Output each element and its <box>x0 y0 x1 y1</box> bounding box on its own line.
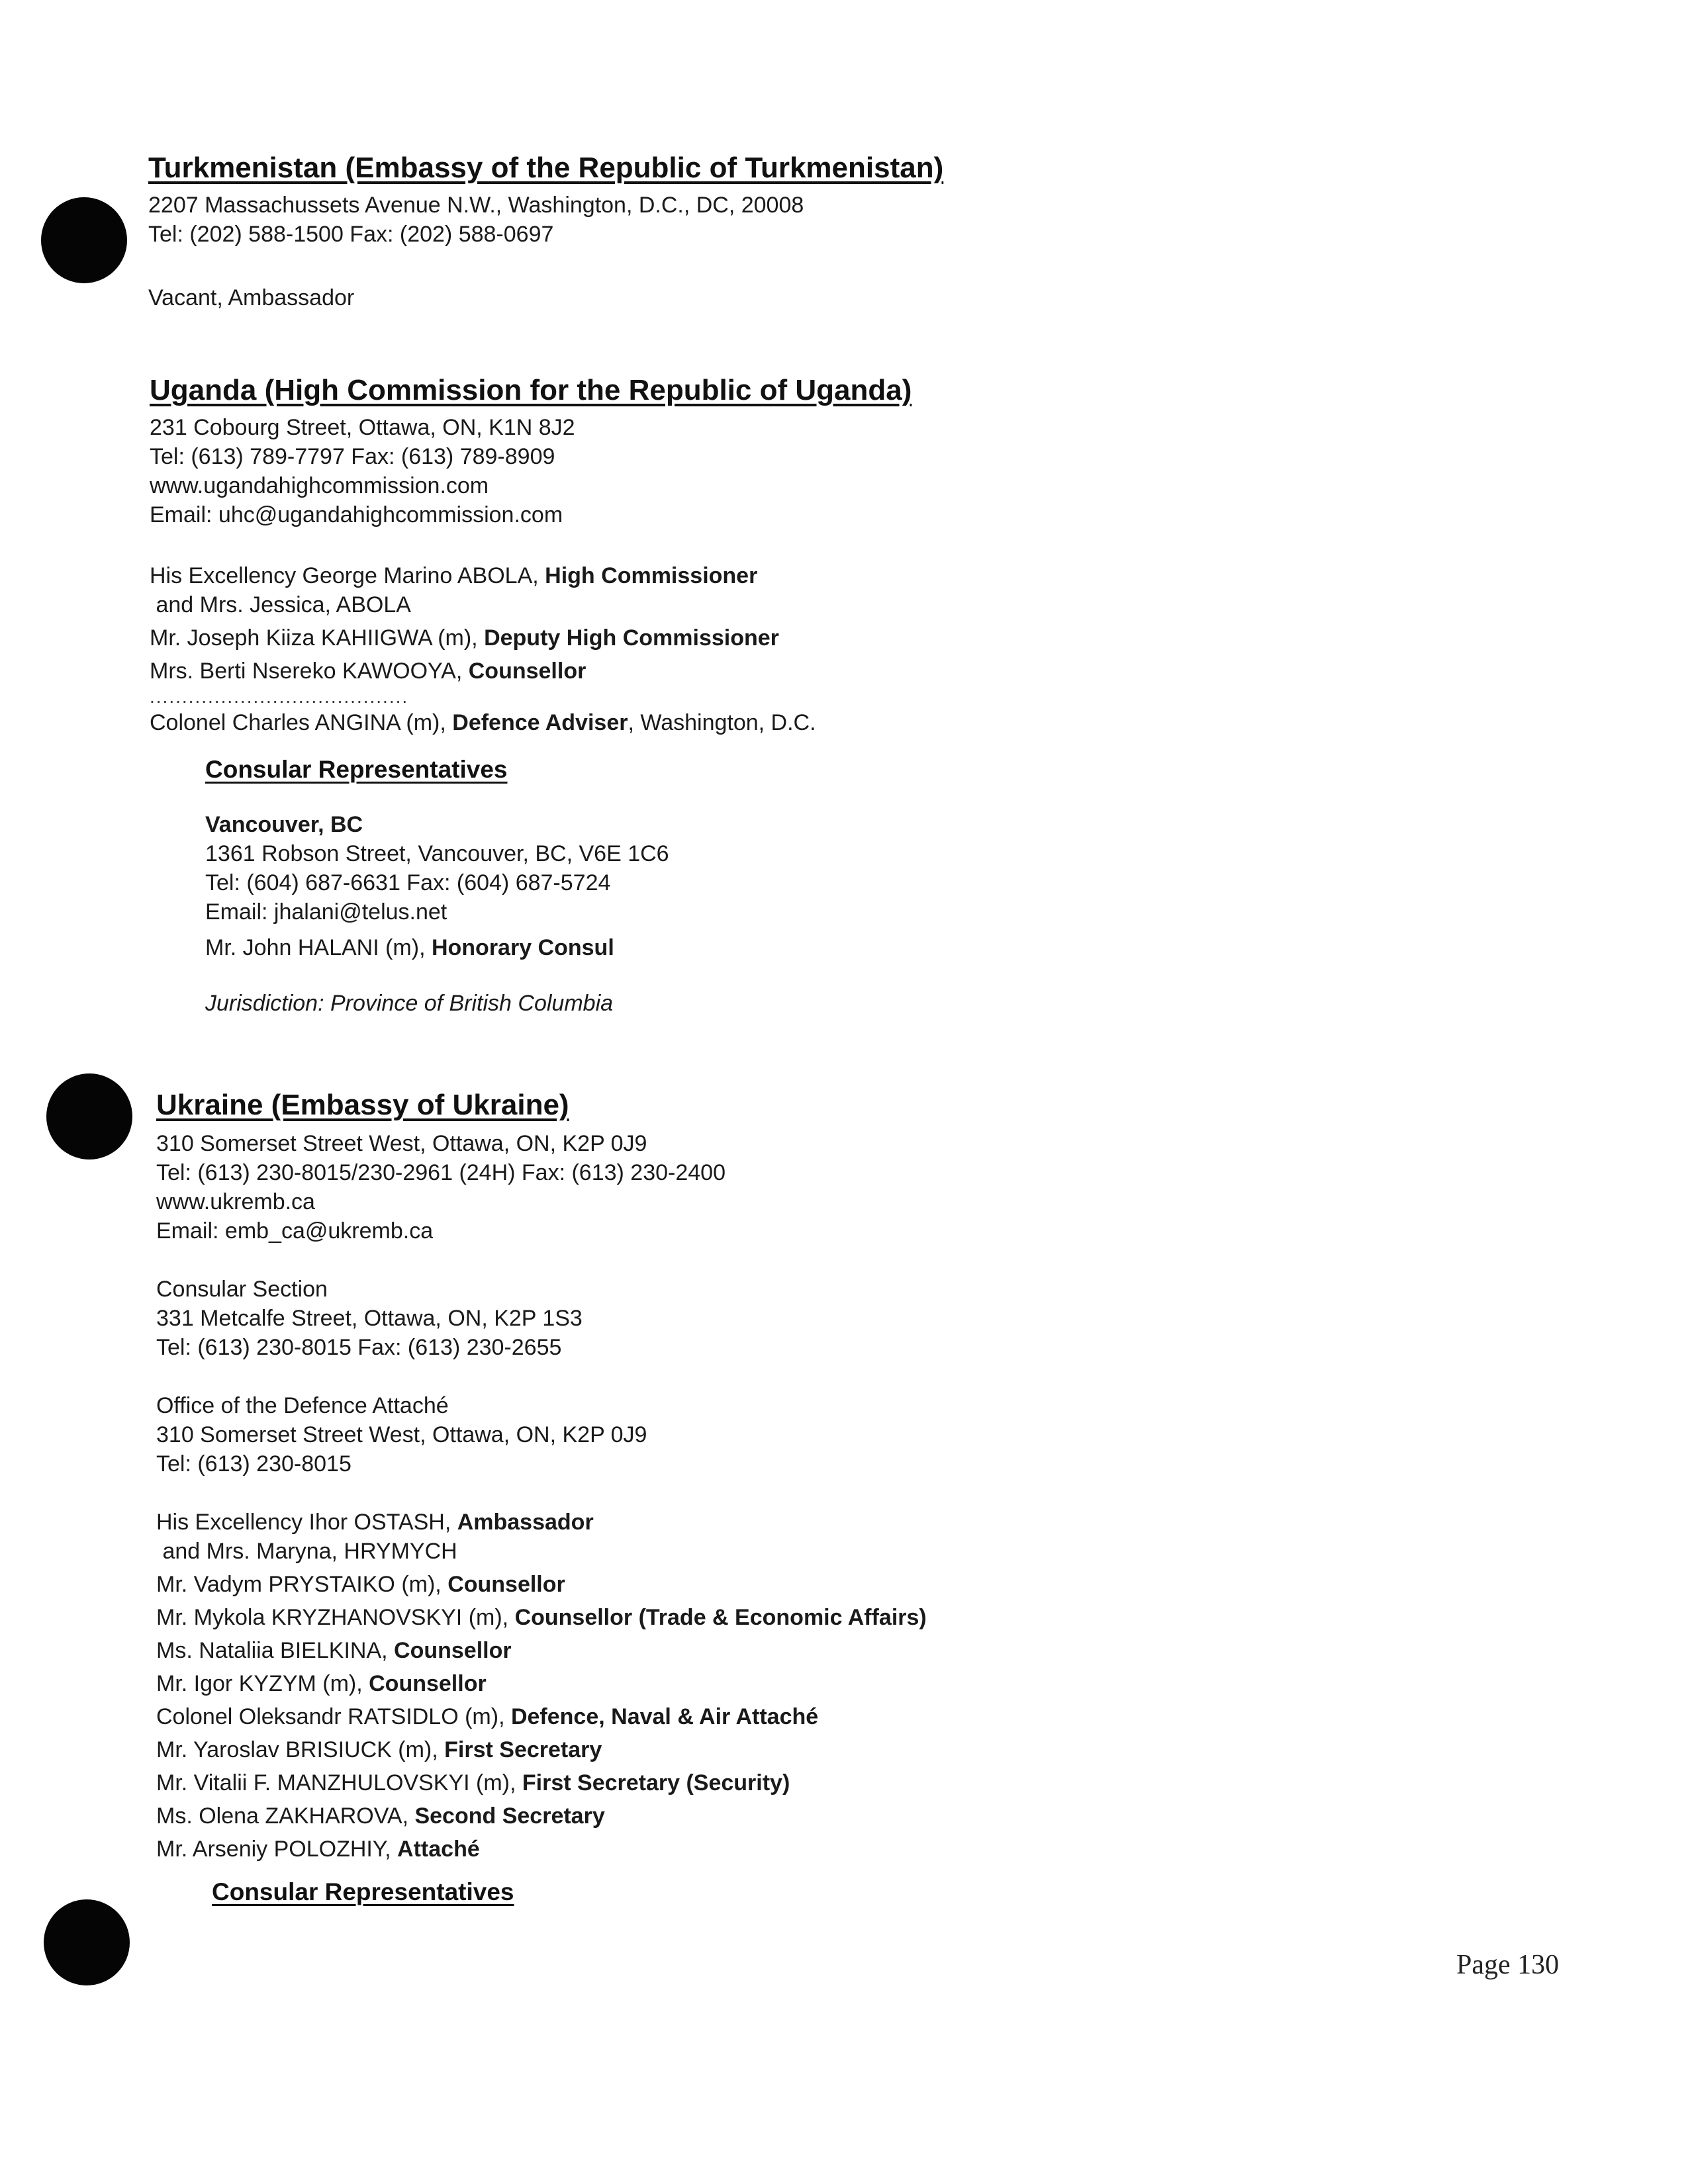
staff-title: Defence Adviser <box>452 710 628 736</box>
staff-title: First Secretary (Security) <box>522 1770 790 1796</box>
staff-list <box>156 1508 927 1864</box>
staff-line: Vacant, Ambassador <box>148 285 355 311</box>
entry-turkmenistan <box>148 152 943 312</box>
staff-name: Mr. Vadym PRYSTAIKO (m), <box>156 1572 448 1598</box>
page-number: Page 130 <box>1456 1950 1560 1980</box>
staff-name: Mrs. Berti Nsereko KAWOOYA, <box>150 659 469 684</box>
entry-heading: Ukraine (Embassy of Ukraine) <box>156 1089 569 1121</box>
staff-line <box>156 1570 927 1599</box>
staff-line <box>150 657 912 686</box>
consular-section <box>156 1275 927 1362</box>
staff-name: Mr. Arseniy POLOZHIY, <box>156 1837 398 1862</box>
defence-office <box>156 1391 927 1479</box>
consular-representatives <box>212 1878 927 1906</box>
punch-hole-bottom <box>44 1899 130 1985</box>
consular-section-tel: Tel: (613) 230-8015 Fax: (613) 230-2655 <box>156 1335 562 1361</box>
defence-office-tel: Tel: (613) 230-8015 <box>156 1451 352 1477</box>
consular-section-label: Consular Section <box>156 1277 328 1302</box>
website: www.ukremb.ca <box>156 1189 315 1215</box>
entry-heading: Uganda (High Commission for the Republic of Uganda) <box>150 374 912 406</box>
consular-email: Email: jhalani@telus.net <box>205 899 447 925</box>
jurisdiction-label: Jurisdiction: <box>205 991 330 1017</box>
staff-title: Counsellor <box>447 1572 565 1598</box>
staff-name: Mr. Joseph Kiiza KAHIIGWA (m), <box>150 625 485 651</box>
staff-name: His Excellency George Marino ABOLA, <box>150 563 545 589</box>
staff-location: , Washington, D.C. <box>628 710 816 736</box>
staff-title: Defence, Naval & Air Attaché <box>510 1704 819 1730</box>
staff-title: Counsellor <box>468 659 586 684</box>
staff-list <box>150 561 912 737</box>
staff-line <box>150 561 912 590</box>
staff-line <box>156 1835 927 1864</box>
staff-name: His Excellency Ihor OSTASH, <box>156 1510 457 1535</box>
consular-section-address: 331 Metcalfe Street, Ottawa, ON, K2P 1S3 <box>156 1306 583 1332</box>
defence-office-label: Office of the Defence Attaché <box>156 1393 449 1419</box>
separator: ........................................ <box>150 686 409 707</box>
consular-heading: Consular Representatives <box>212 1878 514 1906</box>
consular-address: 1361 Robson Street, Vancouver, BC, V6E 1C6 <box>205 841 669 867</box>
staff-title: High Commissioner <box>545 563 758 589</box>
staff-line <box>156 1702 927 1731</box>
staff-line <box>150 590 912 619</box>
staff-line <box>156 1508 927 1537</box>
staff-title: Attaché <box>397 1837 480 1862</box>
staff-line <box>156 1669 927 1698</box>
email: Email: uhc@ugandahighcommission.com <box>150 502 563 528</box>
staff-name: Mr. Vitalii F. MANZHULOVSKYI (m), <box>156 1770 522 1796</box>
staff-name: Mr. Yaroslav BRISIUCK (m), <box>156 1737 445 1763</box>
staff-title: First Secretary <box>444 1737 602 1763</box>
tel-fax: Tel: (202) 588-1500 Fax: (202) 588-0697 <box>148 222 554 248</box>
staff-title: Counsellor <box>394 1638 512 1664</box>
staff-line <box>156 1768 927 1797</box>
tel-fax: Tel: (613) 789-7797 Fax: (613) 789-8909 <box>150 444 555 470</box>
email: Email: emb_ca@ukremb.ca <box>156 1218 434 1244</box>
staff-title: Counsellor (Trade & Economic Affairs) <box>514 1605 927 1631</box>
staff-title: Ambassador <box>457 1510 594 1535</box>
staff-name: Mr. Mykola KRYZHANOVSKYI (m), <box>156 1605 515 1631</box>
staff-title: Counsellor <box>369 1671 487 1697</box>
staff-title: Honorary Consul <box>431 935 614 961</box>
punch-hole-top <box>41 197 127 283</box>
staff-line <box>156 1636 927 1665</box>
entry-ukraine <box>156 1089 927 1906</box>
staff-name: Ms. Nataliia BIELKINA, <box>156 1638 395 1664</box>
staff-title: Deputy High Commissioner <box>484 625 779 651</box>
staff-name: and Mrs. Maryna, HRYMYCH <box>156 1539 457 1565</box>
staff-name: Ms. Olena ZAKHAROVA, <box>156 1803 415 1829</box>
consular-representatives <box>205 756 912 1018</box>
staff-name: Mr. John HALANI (m), <box>205 935 432 961</box>
staff-line <box>156 1603 927 1632</box>
staff-name: Mr. Igor KYZYM (m), <box>156 1671 369 1697</box>
punch-hole-middle <box>46 1073 132 1160</box>
consular-heading: Consular Representatives <box>205 756 508 784</box>
address: 231 Cobourg Street, Ottawa, ON, K1N 8J2 <box>150 415 575 441</box>
defence-office-address: 310 Somerset Street West, Ottawa, ON, K2P 0J9 <box>156 1422 647 1448</box>
consular-tel: Tel: (604) 687-6631 Fax: (604) 687-5724 <box>205 870 611 896</box>
staff-line <box>156 1537 927 1566</box>
staff-name: Colonel Charles ANGINA (m), <box>150 710 453 736</box>
jurisdiction <box>205 989 912 1018</box>
staff-line <box>156 1801 927 1831</box>
staff-name: Colonel Oleksandr RATSIDLO (m), <box>156 1704 511 1730</box>
staff-line <box>150 623 912 653</box>
entry-uganda <box>150 375 912 1018</box>
jurisdiction-value: Province of British Columbia <box>330 991 614 1017</box>
staff-line <box>156 1735 927 1764</box>
address: 310 Somerset Street West, Ottawa, ON, K2P 0J9 <box>156 1131 647 1157</box>
staff-title: Second Secretary <box>414 1803 605 1829</box>
address: 2207 Massachussets Avenue N.W., Washington, D.C., DC, 20008 <box>148 193 804 218</box>
staff-name: and Mrs. Jessica, ABOLA <box>150 592 411 618</box>
consular-city: Vancouver, BC <box>205 812 363 838</box>
consul-line <box>205 933 912 962</box>
staff-line <box>150 708 912 737</box>
entry-heading: Turkmenistan (Embassy of the Republic of Turkmenistan) <box>148 152 944 184</box>
website: www.ugandahighcommission.com <box>150 473 489 499</box>
tel-fax: Tel: (613) 230-8015/230-2961 (24H) Fax: (613) 230-2400 <box>156 1160 726 1186</box>
